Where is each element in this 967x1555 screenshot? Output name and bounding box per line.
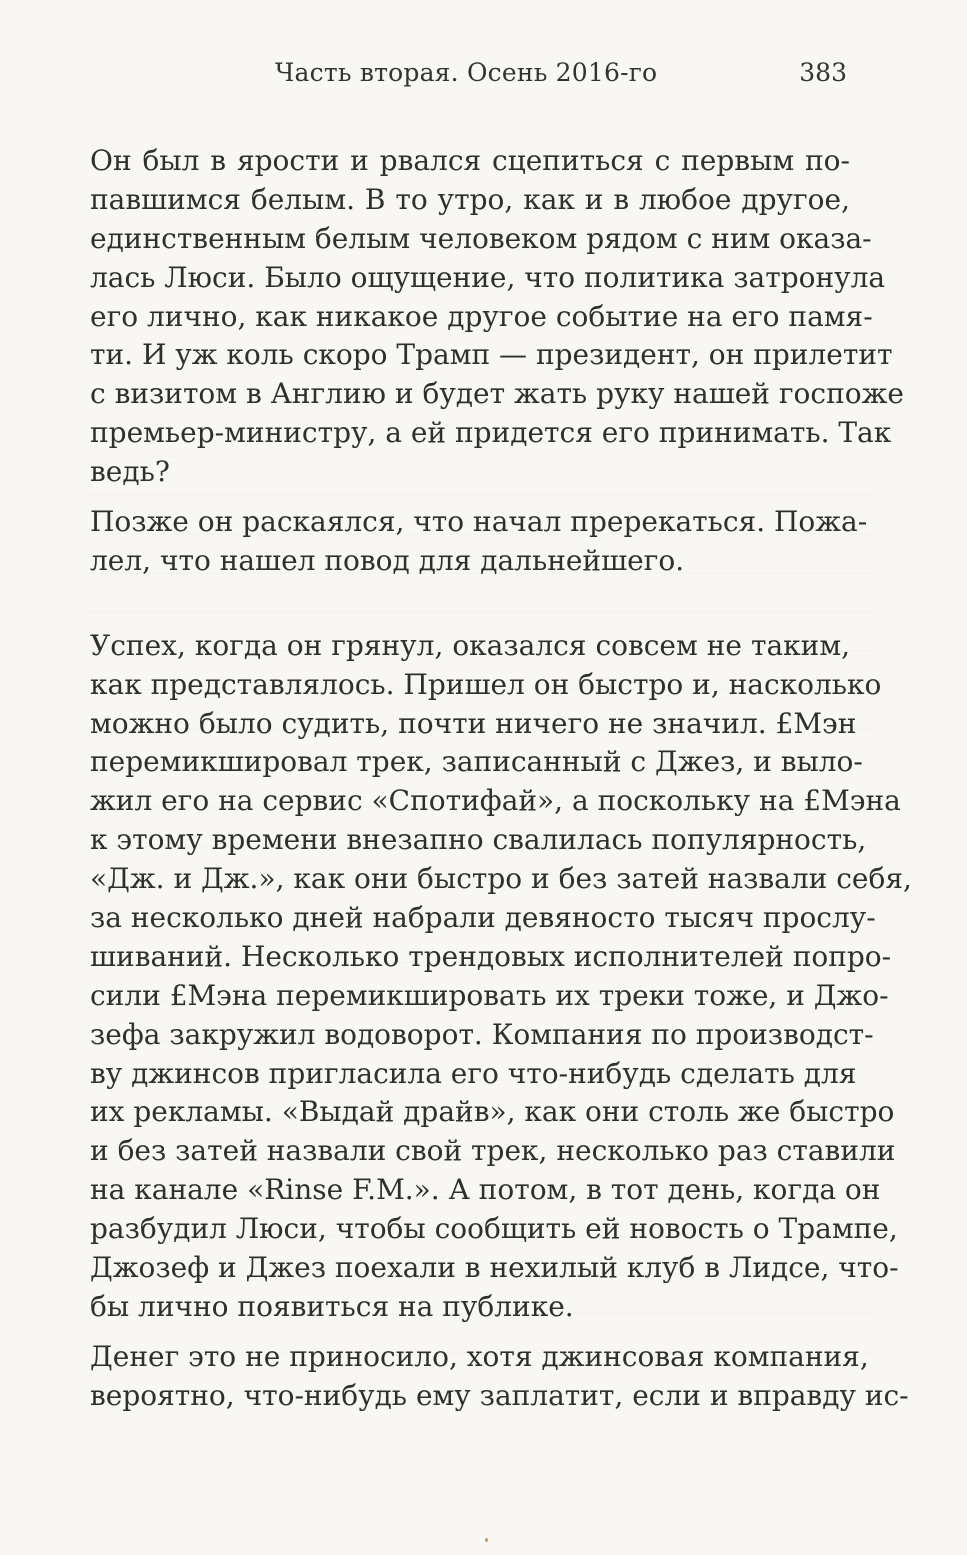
text-line: зефа закружил водоворот. Компания по производст- [90, 1017, 874, 1051]
running-head [0, 58, 967, 98]
text-line: ву джинсов пригласила его что-нибудь сделать для [90, 1056, 857, 1090]
text-line: Он был в ярости и рвался сцепиться с первым по- [90, 144, 850, 177]
text-line: и без затей назвали свой трек, несколько раз ставили [90, 1134, 896, 1168]
paragraph-2 [90, 503, 868, 581]
text-line: Денег это не приносило, хотя джинсовая компания, [90, 1339, 869, 1373]
text-line: перемикшировал трек, записанный с Джез, и выло- [90, 745, 863, 779]
text-line: лел, что нашел повод для дальнейшего. [90, 543, 685, 577]
text-line: вероятно, что-нибудь ему заплатит, если и вправду ис- [90, 1378, 909, 1412]
paragraph-gap [90, 492, 850, 503]
text-line: ти. И уж коль скоро Трамп — президент, он прилетит [90, 338, 893, 372]
text-line: можно было судить, почти ничего не значил. £Мэн [90, 706, 857, 740]
text-line: как представлялось. Пришел он быстро и, насколько [90, 667, 882, 701]
running-title: Часть вторая. Осень 2016-го [275, 58, 658, 87]
text-line: жил его на сервис «Спотифай», а поскольку на £Мэна [90, 784, 901, 818]
text-line: премьер-министру, а ей придется его принимать. Так [90, 416, 892, 450]
text-line: лась Люси. Было ощущение, что политика затронула [90, 260, 886, 294]
text-line: Джозеф и Джез поехали в нехилый клуб в Лидсе, что- [90, 1251, 899, 1285]
text-line: за несколько дней набрали девяносто тысяч прослу- [90, 901, 876, 935]
paragraph-4 [90, 1338, 909, 1416]
text-line: сили £Мэна перемикшировать их треки тоже, и Джо- [90, 978, 889, 1012]
text-line: Позже он раскаялся, что начал пререкаться. Пожа- [90, 505, 868, 539]
body-text [90, 142, 912, 1416]
text-line: бы лично появиться на публике. [90, 1289, 574, 1323]
text-line: на канале «Rinse F.M.». А потом, в тот день, когда он [90, 1173, 881, 1207]
paragraph-gap [90, 1327, 850, 1338]
text-line: единственным белым человеком рядом с ним оказа- [90, 221, 872, 255]
text-line: павшимся белым. В то утро, как и в любое другое, [90, 182, 850, 216]
text-line: к этому времени внезапно свалилась популярность, [90, 823, 867, 857]
paper-speck [485, 1538, 488, 1542]
text-line: разбудил Люси, чтобы сообщить ей новость о Трампе, [90, 1212, 898, 1246]
text-line: его лично, как никакое другое событие на его памя- [90, 299, 873, 333]
text-line: их рекламы. «Выдай драйв», как они столь же быстро [90, 1095, 895, 1129]
section-break [90, 581, 850, 627]
paragraph-3 [90, 627, 912, 1327]
text-line: с визитом в Англию и будет жать руку нашей госпоже [90, 377, 904, 411]
text-line: шиваний. Несколько трендовых исполнителей попро- [90, 939, 892, 973]
text-line: Успех, когда он грянул, оказался совсем не таким, [90, 628, 850, 662]
page-number: 383 [799, 58, 847, 87]
paragraph-1 [90, 142, 904, 492]
text-line: ведь? [90, 455, 170, 489]
text-line: «Дж. и Дж.», как они быстро и без затей назвали себя, [90, 862, 912, 896]
